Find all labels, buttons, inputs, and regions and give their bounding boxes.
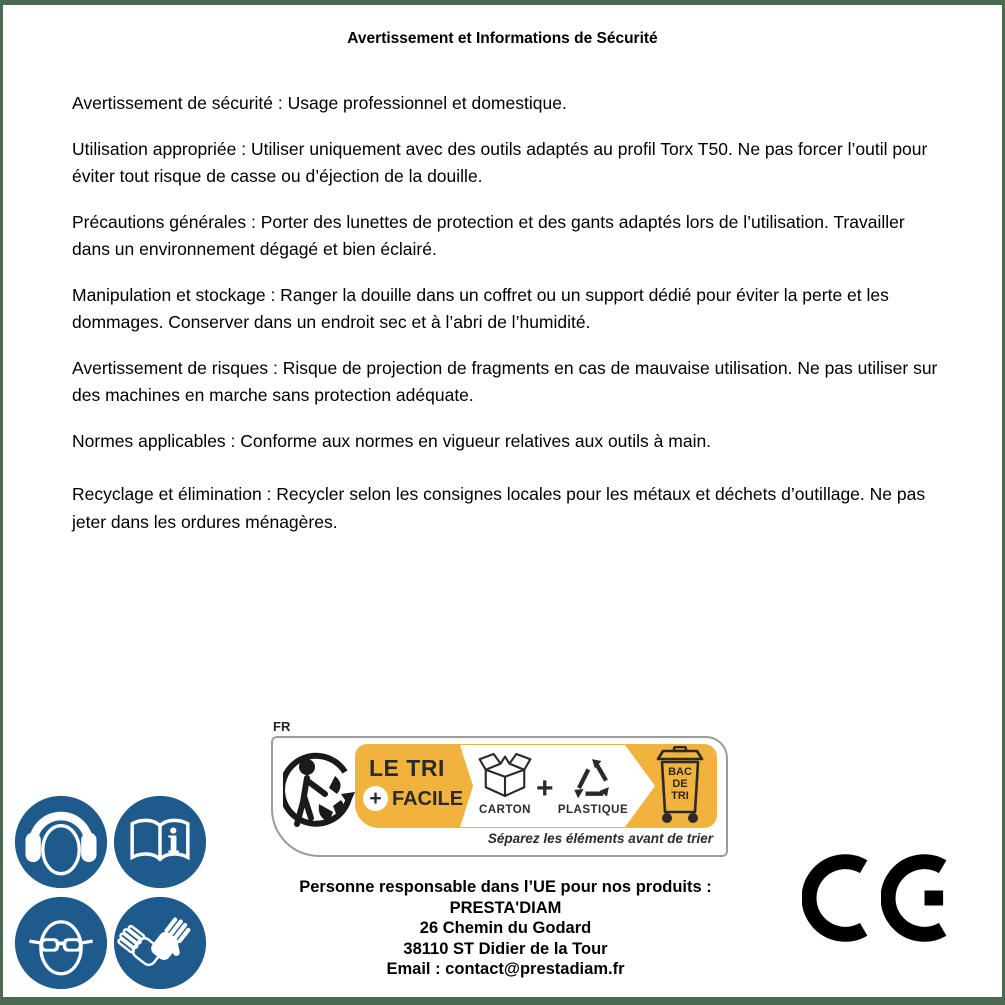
triman-icon: [283, 746, 357, 846]
country-code-label: FR: [273, 719, 291, 734]
paragraph-safety-warning: Avertissement de sécurité : Usage professionnel et domestique.: [72, 93, 567, 113]
bin-text-line2: DE: [672, 778, 688, 790]
bin-text: [652, 766, 708, 802]
address-street: 26 Chemin du Godard: [419, 919, 592, 937]
plus-circle-icon: +: [363, 786, 388, 811]
recycling-sorting-label: [271, 719, 728, 857]
materials-plus-icon: +: [536, 772, 554, 805]
paragraph-recycling: Recyclage et élimination : Recycler selon les consignes locales pour les métaux et déchets d’outillage. Ne pas jeter dans les ordures ménagères.: [72, 484, 926, 532]
recycling-footer-text: Séparez les éléments avant de trier: [487, 831, 713, 846]
facile-text: FACILE: [392, 787, 464, 810]
recycling-label-frame: [271, 736, 728, 857]
paragraph-handling-storage: Manipulation et stockage : Ranger la douille dans un coffret ou un support dédié pour éviter la perte et les dommages. Conserver dans un endroit sec et à l’abri de l’humidité.: [72, 284, 889, 332]
read-manual-icon: [112, 794, 208, 890]
page-title: Avertissement et Informations de Sécurité: [347, 30, 658, 47]
responsible-heading: Personne responsable dans l’UE pour nos produits :: [299, 878, 712, 896]
safety-paragraphs: [72, 90, 938, 536]
material-carton: [463, 748, 547, 816]
contact-email: Email : contact@prestadiam.fr: [386, 960, 625, 978]
bin-text-line1: BAC: [668, 766, 692, 778]
carton-box-icon: [477, 748, 533, 802]
paragraph-general-precautions: Précautions générales : Porter des lunettes de protection et des gants adaptés lors de l’utilisation. Travailler dans un environnement dégagé et bien éclairé.: [72, 211, 905, 259]
paragraph-risk-warning: Avertissement de risques : Risque de projection de fragments en cas de mauvaise utilisation. Ne pas utiliser sur des machines en marche sans protection adéquate.: [72, 357, 938, 405]
le-tri-facile-logo: [361, 748, 473, 824]
address-city: 38110 ST Didier de la Tour: [403, 939, 608, 958]
paragraph-applicable-standards: Normes applicables : Conforme aux normes en vigueur relatives aux outils à main.: [72, 430, 712, 451]
plastique-label: PLASTIQUE: [557, 804, 629, 816]
company-name: PRESTA'DIAM: [449, 898, 562, 917]
plastic-recycle-icon: [565, 748, 621, 802]
paragraph-appropriate-use: Utilisation appropriée : Utiliser uniquement avec des outils adaptés au profil Torx T50. Ne pas forcer l’outil pour éviter tout risque de casse ou d’éjection de la douille.: [72, 138, 928, 186]
ear-protection-icon: [13, 794, 109, 890]
le-tri-text: LE TRI: [369, 755, 445, 781]
svg-text:i: i: [167, 821, 180, 861]
ce-marking-icon: [802, 847, 952, 949]
bin-text-line3: TRI: [671, 790, 689, 802]
sorting-bin: [652, 746, 708, 826]
material-plastique: [551, 748, 635, 816]
carton-label: CARTON: [479, 804, 531, 816]
